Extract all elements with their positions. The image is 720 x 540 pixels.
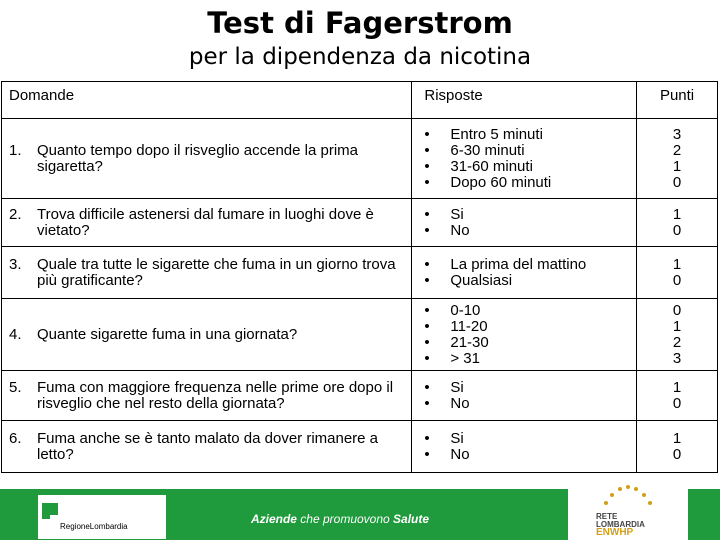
points-value: 3 [672, 125, 682, 143]
bullet-icon: • [424, 125, 430, 143]
points-value: 0 [672, 301, 682, 319]
answer-item [424, 207, 636, 223]
answers-cell [412, 299, 637, 371]
answer-text: Si [450, 378, 464, 396]
header-answers-label: Risposte [424, 87, 483, 104]
question-number: 1. [9, 141, 22, 159]
footer-tagline [230, 512, 450, 526]
bullet-icon: • [424, 394, 430, 412]
question-text: Quante sigarette fuma in una giornata? [37, 325, 298, 343]
answer-text: > 31 [450, 349, 480, 367]
answers-list [412, 431, 636, 463]
answer-text: Qualsiasi [450, 271, 513, 289]
question-cell [2, 421, 412, 473]
answer-item [424, 159, 636, 175]
answer-text: Dopo 60 minuti [450, 173, 552, 191]
points-value: 3 [672, 349, 682, 367]
enwhp-label: ENWHP [596, 527, 634, 538]
question-number: 2. [9, 205, 22, 223]
footer [0, 483, 720, 540]
bullet-icon: • [424, 271, 430, 289]
question-text: Fuma anche se è tanto malato da dover rimanere a letto? [37, 429, 379, 463]
points-value: 0 [672, 271, 682, 289]
answer-item [424, 351, 636, 367]
points-value: 0 [672, 445, 682, 463]
answer-text: 0-10 [450, 301, 481, 319]
points-value: 2 [672, 333, 682, 351]
page-subtitle: per la dipendenza da nicotina [188, 44, 532, 70]
answer-text: Entro 5 minuti [450, 125, 543, 143]
rete-lombardia-logo [568, 483, 688, 540]
bullet-icon: • [424, 141, 430, 159]
answers-list [412, 257, 636, 289]
points-value: 0 [672, 173, 682, 191]
answer-item [424, 431, 636, 447]
points-cell [637, 371, 718, 421]
answer-text: No [450, 445, 470, 463]
answer-item [424, 273, 636, 289]
answer-text: Si [450, 205, 464, 223]
answers-cell [412, 119, 637, 199]
bullet-icon: • [424, 349, 430, 367]
table-row [2, 421, 718, 473]
bullet-icon: • [424, 429, 430, 447]
bullet-icon: • [424, 205, 430, 223]
question-text: Quanto tempo dopo il risveglio accende la prima sigaretta? [37, 141, 359, 175]
regione-lombardia-icon [42, 503, 58, 519]
bullet-icon: • [424, 333, 430, 351]
answers-list [412, 207, 636, 239]
question-cell [2, 199, 412, 247]
question-cell [2, 371, 412, 421]
stars-icon [598, 483, 658, 511]
bullet-icon: • [424, 255, 430, 273]
header-questions [2, 82, 412, 119]
answer-text: No [450, 221, 470, 239]
answer-text: 31-60 minuti [450, 157, 533, 175]
table-row [2, 199, 718, 247]
answer-text: 6-30 minuti [450, 141, 525, 159]
bullet-icon: • [424, 173, 430, 191]
points-value: 0 [672, 394, 682, 412]
bullet-icon: • [424, 317, 430, 335]
bullet-icon: • [424, 378, 430, 396]
answer-item [424, 396, 636, 412]
table-row [2, 371, 718, 421]
points-cell [637, 421, 718, 473]
bullet-icon: • [424, 221, 430, 239]
page-title: Test di Fagerstrom [207, 6, 513, 40]
bullet-icon: • [424, 301, 430, 319]
bullet-icon: • [424, 157, 430, 175]
question-cell [2, 299, 412, 371]
answers-list [412, 127, 636, 191]
header-questions-label: Domande [9, 87, 75, 104]
answer-item [424, 143, 636, 159]
answer-item [424, 223, 636, 239]
question-cell [2, 247, 412, 299]
answer-item [424, 303, 636, 319]
points-value: 0 [672, 221, 682, 239]
regione-lombardia-logo [38, 495, 166, 539]
points-cell [637, 119, 718, 199]
question-number: 4. [9, 325, 22, 343]
table-header-row [2, 82, 718, 119]
answer-text: La prima del mattino [450, 255, 587, 273]
answer-item [424, 127, 636, 143]
answer-item [424, 380, 636, 396]
question-cell [2, 119, 412, 199]
bullet-icon: • [424, 445, 430, 463]
answers-cell [412, 371, 637, 421]
question-text: Trova difficile astenersi dal fumare in luoghi dove è vietato? [37, 205, 374, 239]
answers-cell [412, 421, 637, 473]
points-cell [637, 299, 718, 371]
points-value: 1 [672, 429, 682, 447]
header-answers [412, 82, 637, 119]
question-number: 5. [9, 378, 22, 396]
table-row [2, 247, 718, 299]
rete-line-2: LOMBARDIA [596, 520, 645, 529]
table-row [2, 119, 718, 199]
answers-cell [412, 199, 637, 247]
answers-list [412, 303, 636, 367]
fagerstrom-table [1, 81, 718, 473]
tagline-end: Salute [393, 512, 430, 526]
points-value: 2 [672, 141, 682, 159]
points-cell [637, 199, 718, 247]
question-text: Quale tra tutte le sigarette che fuma in un giorno trova più gratificante? [37, 255, 396, 289]
question-number: 3. [9, 255, 22, 273]
answer-text: 11-20 [450, 317, 488, 335]
regione-lombardia-label: RegioneLombardia [60, 522, 128, 531]
points-value: 1 [672, 205, 682, 223]
answer-item [424, 257, 636, 273]
question-number: 6. [9, 429, 22, 447]
points-value: 1 [672, 317, 682, 335]
tagline-middle: che promuovono [300, 512, 390, 526]
points-value: 1 [672, 255, 682, 273]
table-row [2, 299, 718, 371]
answer-text: Si [450, 429, 464, 447]
answer-item [424, 447, 636, 463]
answer-text: 21-30 [450, 333, 489, 351]
rete-line-1: RETE [596, 512, 618, 521]
answers-cell [412, 247, 637, 299]
question-text: Fuma con maggiore frequenza nelle prime ore dopo il risveglio che nel resto della giornata? [37, 378, 394, 412]
answers-list [412, 380, 636, 412]
header-points [637, 82, 718, 119]
points-cell [637, 247, 718, 299]
tagline-bold: Aziende [250, 512, 297, 526]
header-points-label: Punti [659, 87, 695, 104]
answer-item [424, 335, 636, 351]
points-value: 1 [672, 378, 682, 396]
points-value: 1 [672, 157, 682, 175]
answer-item [424, 319, 636, 335]
answer-item [424, 175, 636, 191]
answer-text: No [450, 394, 470, 412]
